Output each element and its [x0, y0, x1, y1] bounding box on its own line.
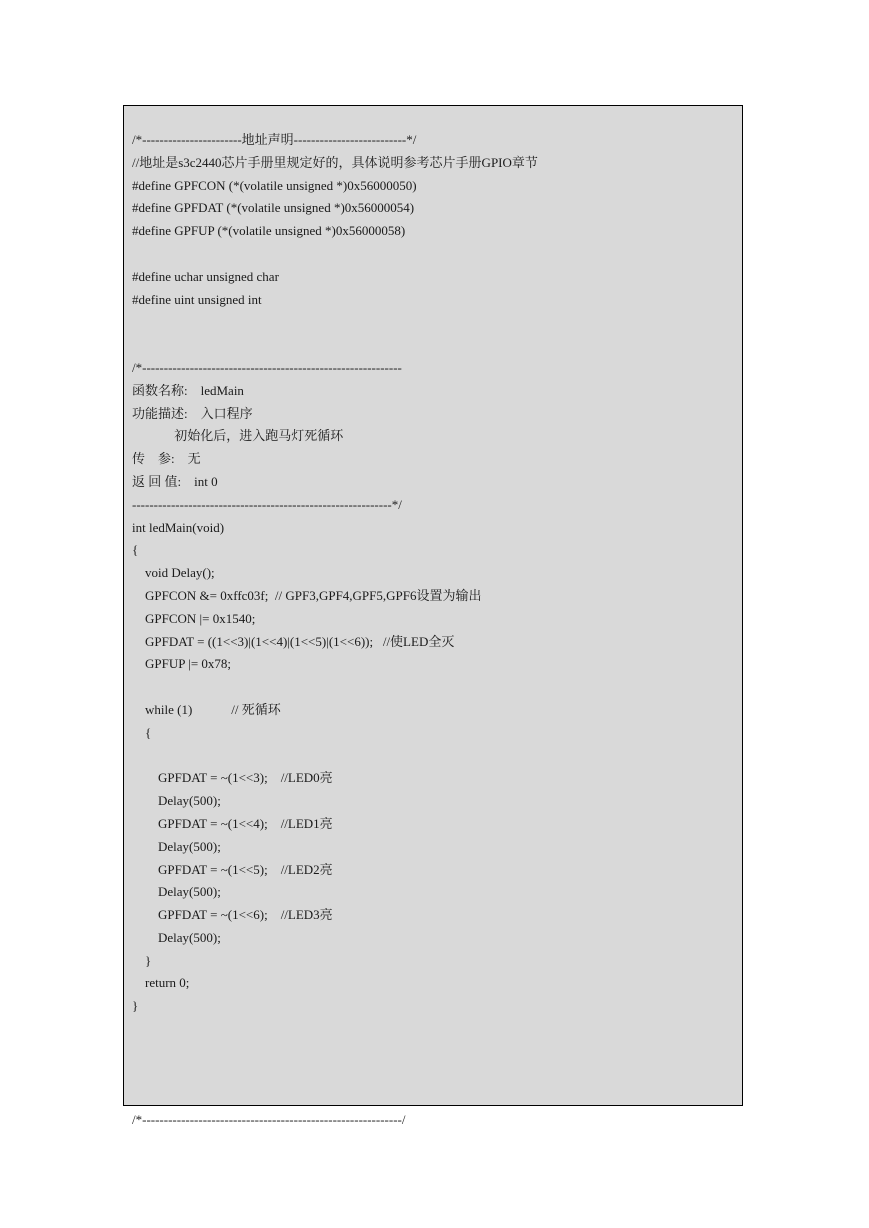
code-line: [132, 1064, 538, 1087]
code-line: while (1) // 死循环: [132, 701, 281, 717]
code-line: Delay(500);: [132, 884, 221, 900]
code-line: GPFDAT = ~(1<<6); //LED3亮: [132, 907, 333, 923]
code-line: #define GPFCON (*(volatile unsigned *)0x56000050): [132, 177, 417, 193]
code-listing-box: [123, 105, 743, 1128]
code-line: GPFDAT = ~(1<<3); //LED0亮: [132, 770, 333, 786]
code-line: void Delay();: [132, 565, 215, 581]
code-line: /*------------------------------------------------------------: [132, 359, 402, 375]
code-line: GPFDAT = ~(1<<4); //LED1亮: [132, 815, 333, 831]
code-line: GPFCON |= 0x1540;: [132, 610, 256, 626]
code-line: {: [132, 542, 139, 558]
code-line: Delay(500);: [132, 929, 221, 945]
code-line: 返 回 值: int 0: [132, 473, 218, 489]
code-line: GPFDAT = ((1<<3)|(1<<4)|(1<<5)|(1<<6)); //使LED全灭: [132, 633, 455, 649]
code-line: [132, 1041, 538, 1064]
code-line: Delay(500);: [132, 793, 221, 809]
code-line: }: [132, 998, 139, 1014]
code-line: #define GPFDAT (*(volatile unsigned *)0x56000054): [132, 200, 415, 216]
code-line: return 0;: [132, 975, 190, 991]
code-line: ------------------------------------------------------------*/: [132, 496, 402, 512]
code-line: [132, 745, 538, 768]
code-line: /*-----------------------地址声明--------------------------*/: [132, 132, 417, 147]
code-line: [132, 1086, 538, 1109]
code-line: /*------------------------------------------------------------/: [132, 1112, 406, 1128]
code-line: [132, 334, 538, 357]
code-line: //地址是s3c2440芯片手册里规定好的，具体说明参考芯片手册GPIO章节: [132, 154, 538, 170]
code-listing: [132, 129, 538, 1132]
code-line: [132, 243, 538, 266]
code-line: Delay(500);: [132, 838, 221, 854]
code-line: 功能描述: 入口程序: [132, 405, 253, 421]
code-line: [132, 311, 538, 334]
code-line: GPFUP |= 0x78;: [132, 656, 232, 672]
code-line: 函数名称: ledMain: [132, 382, 244, 398]
code-line: 传 参: 无: [132, 451, 201, 467]
code-line: #define uchar unsigned char: [132, 268, 279, 284]
code-line: [132, 1018, 538, 1041]
code-line: [132, 676, 538, 699]
code-line: {: [132, 724, 152, 740]
code-line: GPFDAT = ~(1<<5); //LED2亮: [132, 861, 333, 877]
code-line: #define GPFUP (*(volatile unsigned *)0x56000058): [132, 223, 406, 239]
code-line: GPFCON &= 0xffc03f; // GPF3,GPF4,GPF5,GPF6设置为输出: [132, 587, 482, 603]
code-line: }: [132, 952, 152, 968]
code-line: int ledMain(void): [132, 519, 225, 535]
code-line: 初始化后，进入跑马灯死循环: [132, 428, 344, 444]
code-line: #define uint unsigned int: [132, 291, 262, 307]
